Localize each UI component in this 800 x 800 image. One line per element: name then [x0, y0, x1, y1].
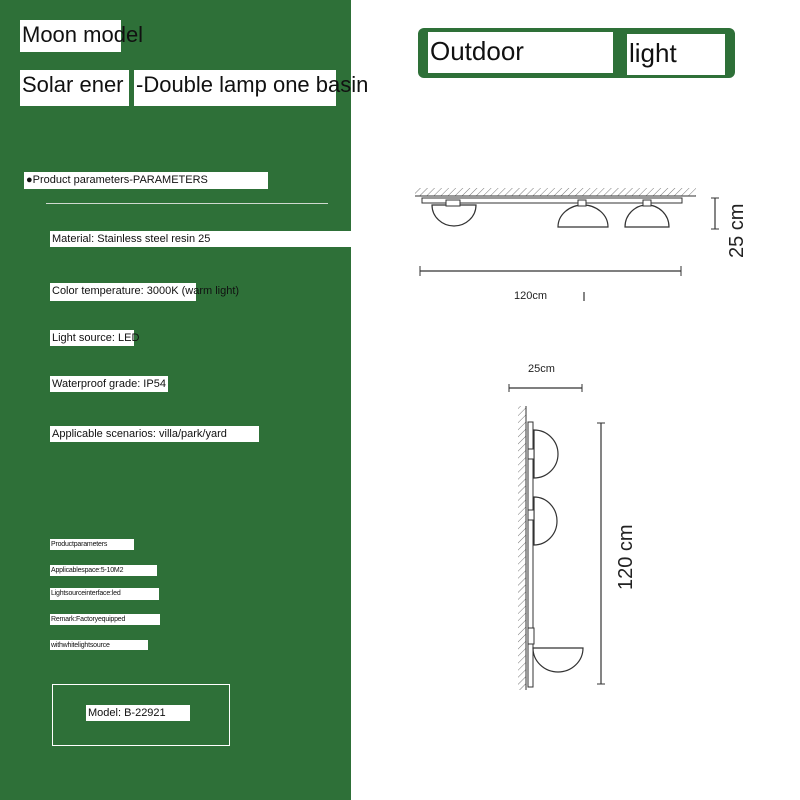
small-param-remark: Remark:Factoryequipped — [50, 614, 160, 625]
vertical-lamp-mount-2 — [528, 510, 534, 520]
product-title-part2: -Double lamp one basin — [134, 70, 336, 106]
model-name: Moon model — [20, 20, 121, 52]
parameters-heading: ●Product parameters-PARAMETERS — [24, 172, 268, 189]
title-word-outdoor: Outdoor — [428, 32, 613, 73]
lamp-mount-2 — [578, 200, 586, 206]
title-word-light: light — [627, 34, 725, 75]
depth-dimension-label: 25cm — [528, 363, 555, 375]
wall-hatch — [518, 406, 526, 690]
vertical-lamp-shade-3 — [533, 648, 583, 672]
horizontal-view — [415, 188, 748, 302]
small-param-interface: Lightsourceinterface:led — [50, 588, 159, 600]
vertical-lamp-mount-1 — [528, 449, 534, 459]
product-title-part1: Solar ener — [20, 70, 129, 106]
lamp-mount-3 — [643, 200, 651, 206]
small-param-space: Applicablespace:5-10M2 — [50, 565, 157, 576]
lamp-shade-3 — [625, 205, 669, 227]
small-param-heading: Productparameters — [50, 539, 134, 550]
wall-bar — [528, 422, 533, 687]
vertical-lamp-shade-2 — [534, 497, 557, 545]
ceiling-hatch — [415, 188, 696, 196]
param-light-source: Light source: LED — [52, 332, 140, 344]
lamp-shade-2 — [558, 205, 608, 227]
vertical-lamp-shade-1 — [534, 430, 558, 478]
param-color-temperature: Color temperature: 3000K (warm light) — [50, 283, 196, 301]
vertical-view — [509, 363, 637, 690]
height-dimension-label: 25 cm — [726, 203, 748, 258]
lamp-shade-1 — [432, 205, 476, 226]
lamp-mount-1 — [446, 200, 460, 206]
vertical-height-label: 120 cm — [615, 524, 637, 590]
model-label: Model: B-22921 — [86, 705, 190, 721]
bullet-icon: ● — [26, 174, 33, 186]
width-dimension-label: 120cm — [514, 290, 548, 302]
param-applicable-scenarios: Applicable scenarios: villa/park/yard — [50, 426, 259, 442]
small-param-remark-cont: withwhitelightsource — [50, 640, 148, 650]
param-waterproof-grade: Waterproof grade: IP54 — [50, 376, 168, 392]
vertical-lamp-mount-3 — [528, 628, 534, 644]
param-material: Material: Stainless steel resin 25 — [50, 231, 351, 247]
